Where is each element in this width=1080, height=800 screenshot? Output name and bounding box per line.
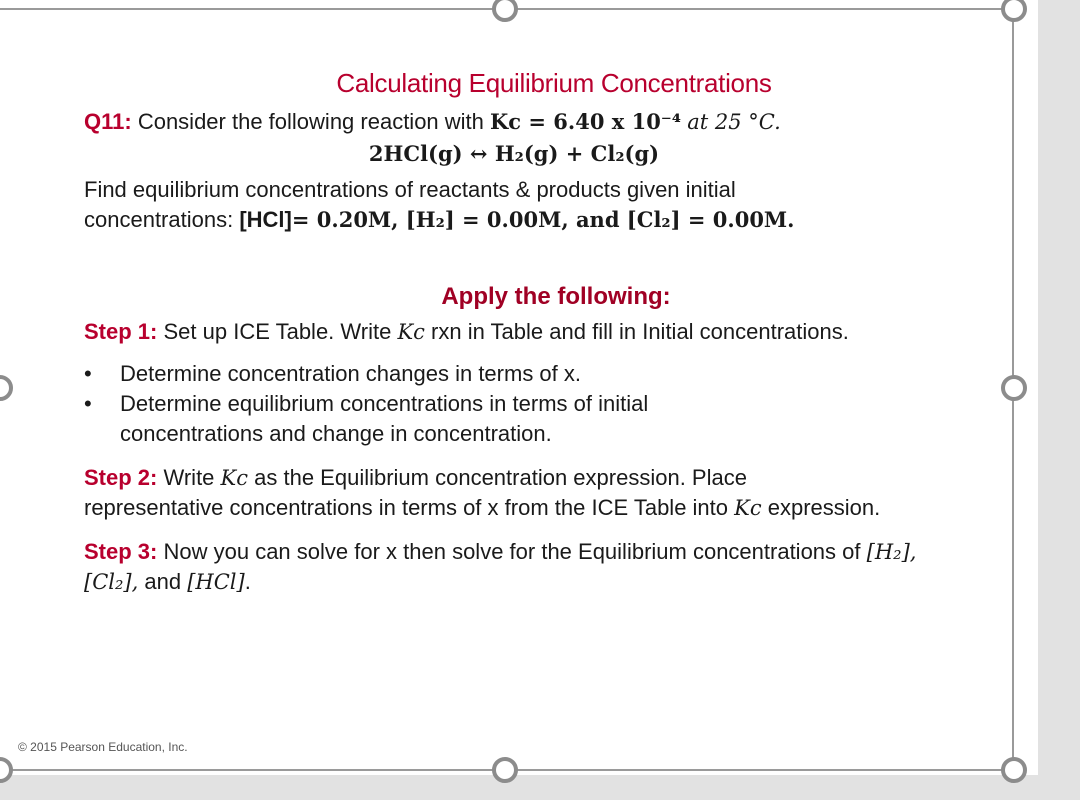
bullet-text: Determine concentration changes in terms of x.: [120, 361, 582, 386]
step-2-text-c: expression.: [767, 495, 881, 520]
kc-value: Kc = 6.40 x 10⁻⁴: [490, 109, 682, 134]
step-1-kc: Kc: [397, 320, 425, 344]
step-3: [84, 537, 964, 597]
resize-handle-bottom-right[interactable]: [1001, 757, 1027, 783]
find-line-2: [84, 205, 984, 235]
bullet-dot: •: [84, 361, 92, 386]
reaction-equation: [84, 139, 984, 169]
slide-content: [84, 68, 984, 597]
step-2-kc: Kc: [220, 466, 248, 490]
step-1-text-b: rxn in Table and fill in Initial concentrations.: [431, 319, 849, 344]
list-item: [84, 389, 740, 449]
step-3-label: Step 3:: [84, 539, 158, 564]
initial-concentrations: = 0.20M, [H₂] = 0.00M, and [Cl₂] = 0.00M.: [291, 207, 795, 232]
step-2-kc-2: Kc: [734, 496, 762, 520]
question-text: Consider the following reaction with: [137, 109, 484, 134]
find-line-2-text: concentrations:: [84, 207, 234, 232]
step-1: [84, 317, 984, 347]
bullet-text: Determine equilibrium concentrations in terms of initial concentrations and change in concentration.: [120, 391, 649, 446]
reaction-text: 2HCl(g) ↔ H₂(g) + Cl₂(g): [368, 141, 660, 166]
step-3-math-2: [HCl]: [187, 570, 245, 594]
copyright-footer: © 2015 Pearson Education, Inc.: [18, 740, 188, 754]
apply-heading: Apply the following:: [441, 283, 671, 310]
question-label: Q11:: [84, 109, 132, 134]
slide-title: Calculating Equilibrium Concentrations: [336, 68, 772, 98]
step-2: [84, 463, 884, 523]
step-3-math: [H₂], [Cl₂],: [84, 540, 917, 594]
step-3-text-c: .: [244, 569, 251, 594]
resize-handle-bottom-middle[interactable]: [492, 757, 518, 783]
step-1-label: Step 1:: [84, 319, 158, 344]
step-2-label: Step 2:: [84, 465, 158, 490]
step-1-bullets: [84, 359, 984, 449]
resize-handle-middle-right[interactable]: [1001, 375, 1027, 401]
find-line-1: Find equilibrium concentrations of reactants & products given initial: [84, 177, 736, 202]
step-3-text-a: Now you can solve for x then solve for the Equilibrium concentrations of: [163, 539, 861, 564]
step-3-text-b: and: [144, 569, 182, 594]
temperature: at 25 °C.: [687, 110, 781, 134]
question-line: [84, 107, 984, 137]
step-2-text-a: Write: [163, 465, 215, 490]
list-item: [84, 359, 984, 389]
bullet-dot: •: [84, 391, 92, 416]
step-1-text-a: Set up ICE Table. Write: [163, 319, 392, 344]
hcl-label: [HCl]: [239, 207, 292, 232]
step-2-text-b: as the Equilibrium concentration expression. Place representative concentrations in terms of x from the ICE Table into: [84, 465, 747, 520]
